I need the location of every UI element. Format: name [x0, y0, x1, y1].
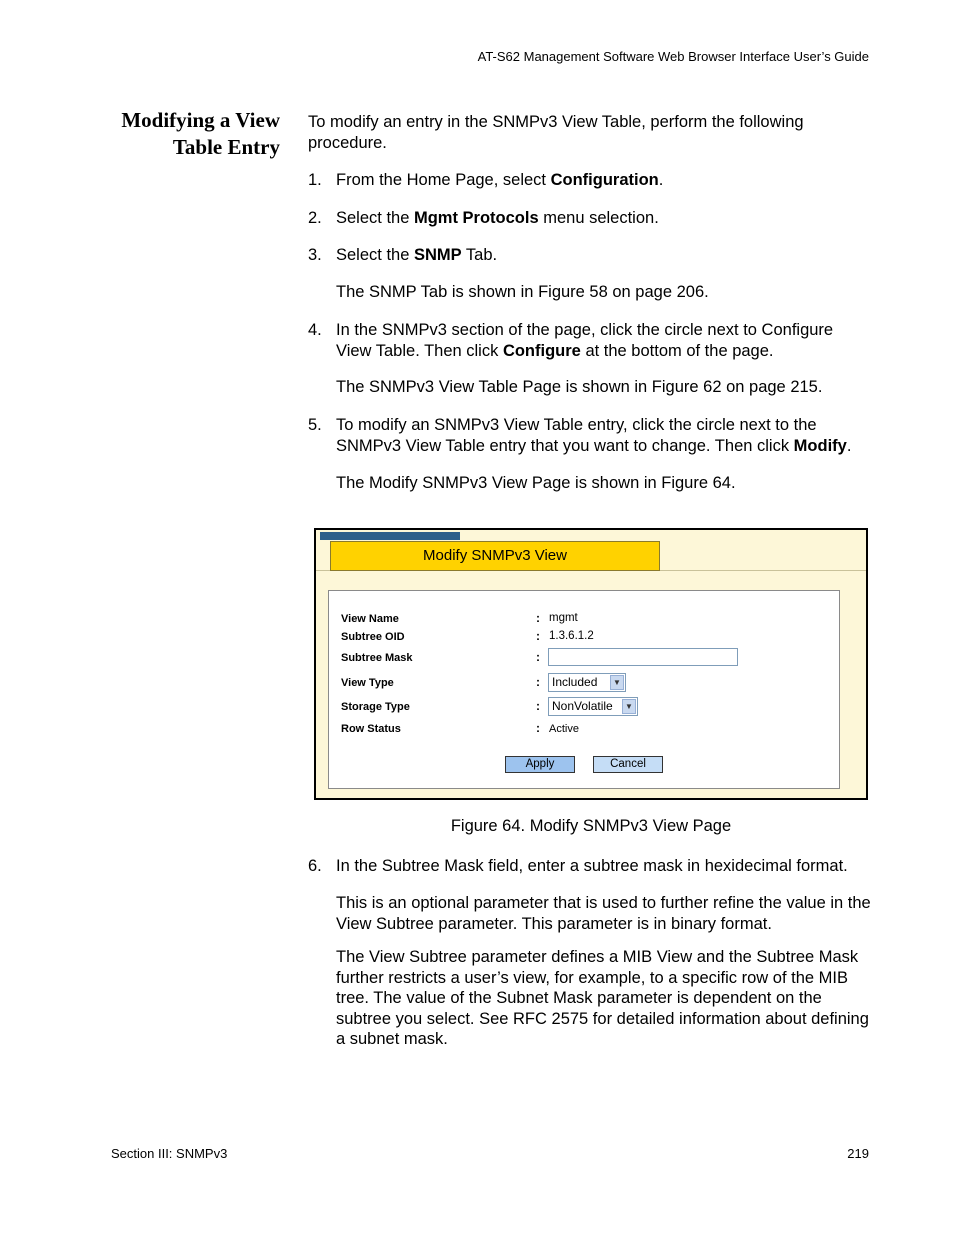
- view-type-select[interactable]: [548, 673, 626, 692]
- tab-strip: [320, 532, 460, 540]
- form-panel: [328, 590, 840, 789]
- intro-paragraph: To modify an entry in the SNMPv3 View Table, perform the following procedure.: [308, 113, 804, 152]
- step-text: Select the Mgmt Protocols menu selection.: [336, 209, 659, 227]
- step-note: This is an optional parameter that is used to further refine the value in the View Subtree parameter. This parameter is in binary format.: [336, 894, 871, 933]
- step-number: 3.: [308, 246, 322, 264]
- step-text: Select the SNMP Tab.: [336, 246, 498, 264]
- section-title-line1: Modifying a View: [121, 108, 280, 132]
- colon: :: [536, 629, 540, 643]
- step-text: In the Subtree Mask field, enter a subtree mask in hexidecimal format.: [336, 857, 848, 875]
- colon: :: [536, 675, 540, 689]
- view-name-label: View Name: [341, 613, 399, 625]
- step-note: The SNMPv3 View Table Page is shown in Figure 62 on page 215.: [336, 378, 823, 396]
- storage-type-select[interactable]: [548, 697, 638, 716]
- page-number: 219: [847, 1146, 869, 1161]
- chevron-down-icon[interactable]: ▼: [610, 675, 624, 690]
- chevron-down-icon[interactable]: ▼: [622, 699, 636, 714]
- colon: :: [536, 699, 540, 713]
- figure-caption: Figure 64. Modify SNMPv3 View Page: [450, 817, 732, 835]
- step-number: 5.: [308, 416, 322, 434]
- subtree-mask-input[interactable]: [548, 648, 738, 666]
- subtree-oid-label: Subtree OID: [341, 631, 405, 643]
- section-title-line2: Table Entry: [172, 135, 280, 159]
- row-status-value: Active: [549, 723, 579, 735]
- step-note: The View Subtree parameter defines a MIB View and the Subtree Mask further restricts a user’s view, for example, to a specific row of the MIB tree. The value of the Subnet Mask parameter is dependent on the subtree you select. See RFC 2575 for detailed information about defining a subnet mask.: [336, 948, 869, 1048]
- apply-button[interactable]: Apply: [505, 756, 575, 773]
- figure-modify-snmpv3-view: [314, 528, 868, 800]
- step-number: 6.: [308, 857, 322, 875]
- panel-title: Modify SNMPv3 View: [330, 541, 660, 571]
- colon: :: [536, 611, 540, 625]
- step-text: In the SNMPv3 section of the page, click the circle next to Configure View Table. Then click Configure at the bottom of the page.: [336, 321, 834, 360]
- step-note: The Modify SNMPv3 View Page is shown in Figure 64.: [336, 474, 736, 492]
- step-note: The SNMP Tab is shown in Figure 58 on page 206.: [336, 283, 709, 301]
- section-title: [80, 107, 280, 161]
- storage-type-selected: NonVolatile: [552, 699, 613, 713]
- view-type-selected: Included: [552, 675, 598, 689]
- view-name-value: mgmt: [549, 612, 578, 624]
- subtree-mask-label: Subtree Mask: [341, 652, 413, 664]
- storage-type-label: Storage Type: [341, 701, 410, 713]
- step-number: 4.: [308, 321, 322, 339]
- view-type-label: View Type: [341, 677, 394, 689]
- footer-section: Section III: SNMPv3: [111, 1146, 228, 1161]
- step-text: To modify an SNMPv3 View Table entry, click the circle next to the SNMPv3 View Table entry that you want to change. Then click Modify.: [336, 416, 852, 455]
- step-number: 1.: [308, 171, 322, 189]
- row-status-label: Row Status: [341, 723, 401, 735]
- colon: :: [536, 650, 540, 664]
- subtree-oid-value: 1.3.6.1.2: [549, 630, 594, 642]
- step-text: From the Home Page, select Configuration.: [336, 171, 664, 189]
- colon: :: [536, 721, 540, 735]
- cancel-button[interactable]: Cancel: [593, 756, 663, 773]
- step-number: 2.: [308, 209, 322, 227]
- running-header: AT-S62 Management Software Web Browser Interface User’s Guide: [477, 49, 869, 64]
